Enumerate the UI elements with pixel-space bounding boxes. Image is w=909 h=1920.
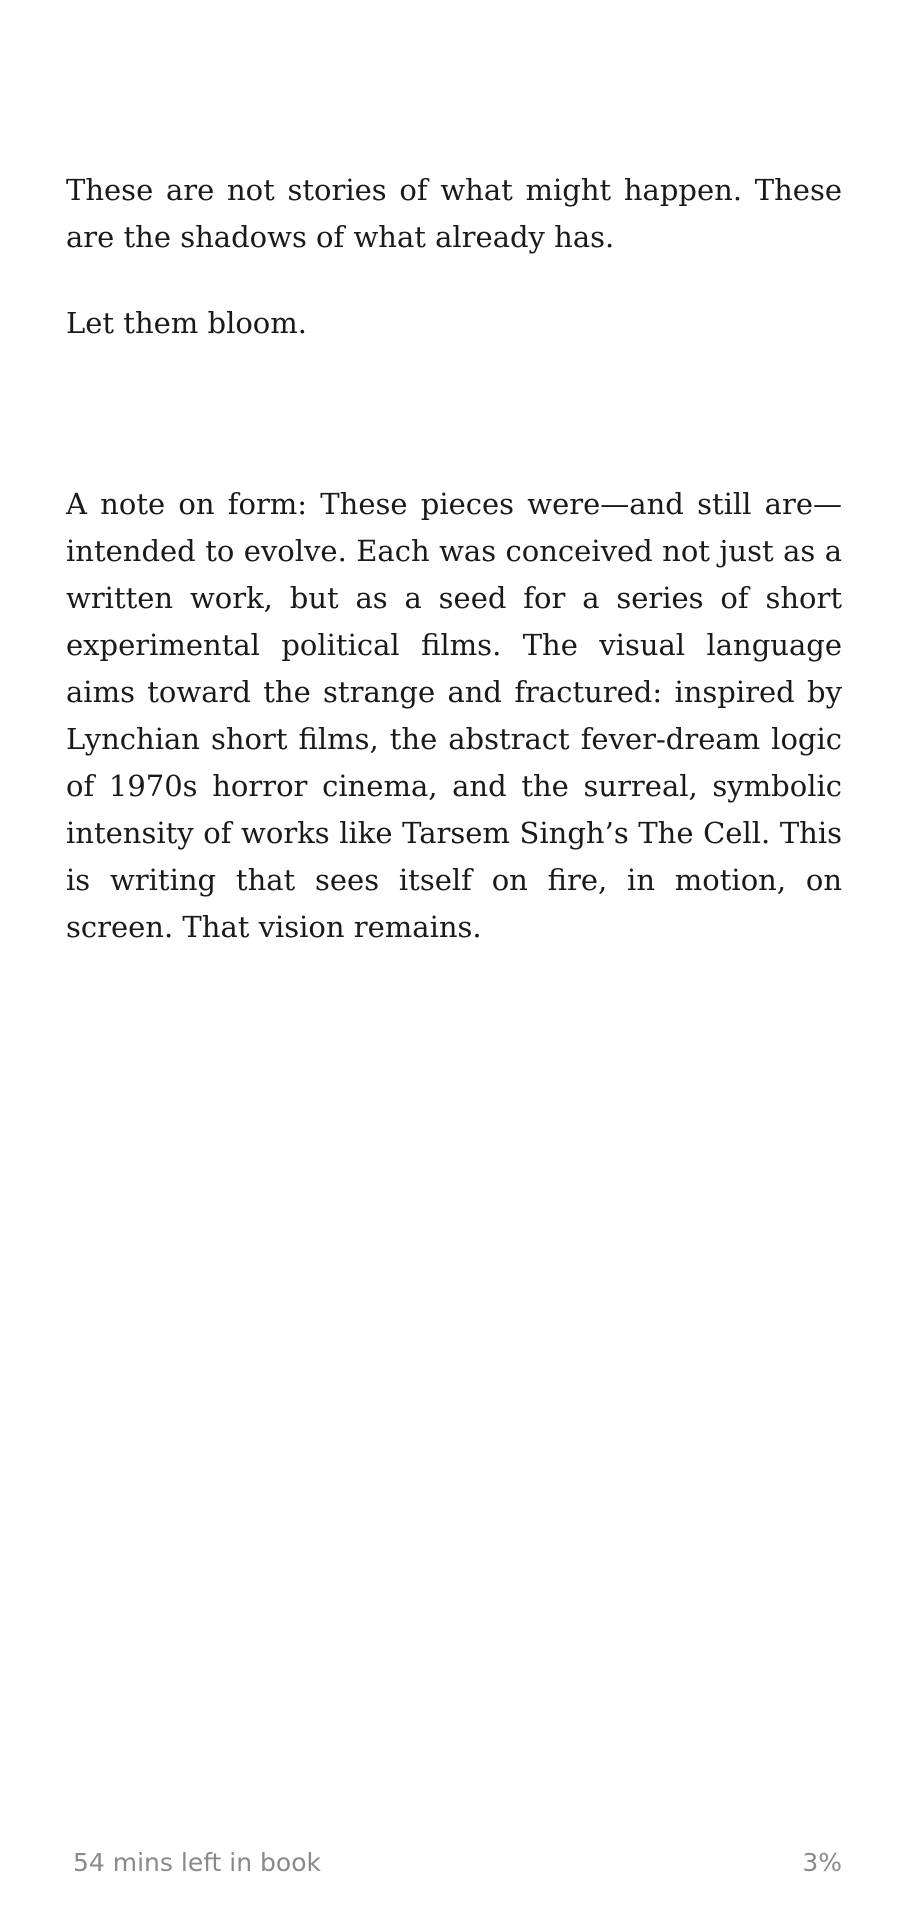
time-left-in-book[interactable]: 54 mins left in book bbox=[73, 1848, 321, 1877]
reading-progress-footer[interactable] bbox=[0, 1848, 909, 1882]
paragraph-let-them-bloom: Let them bloom. bbox=[66, 306, 307, 340]
paragraph-shadows: These are not stories of what might happen. These are the shadows of what already has. bbox=[66, 173, 842, 254]
paragraph-note-on-form: A note on form: These pieces were—and still are—intended to evolve. Each was conceived not just as a written work, but as a seed for a series of short experimental political films. The visual language aims toward the strange and fractured: inspired by Lynchian short films, the abstract fever-dream logic of 1970s horror cinema, and the surreal, symbolic intensity of works like Tarsem Singh’s The Cell. This is writing that sees itself on fire, in motion, on screen. That vision remains. bbox=[66, 487, 842, 944]
book-page-text bbox=[66, 167, 842, 951]
book-progress-percent: 3% bbox=[802, 1848, 842, 1877]
